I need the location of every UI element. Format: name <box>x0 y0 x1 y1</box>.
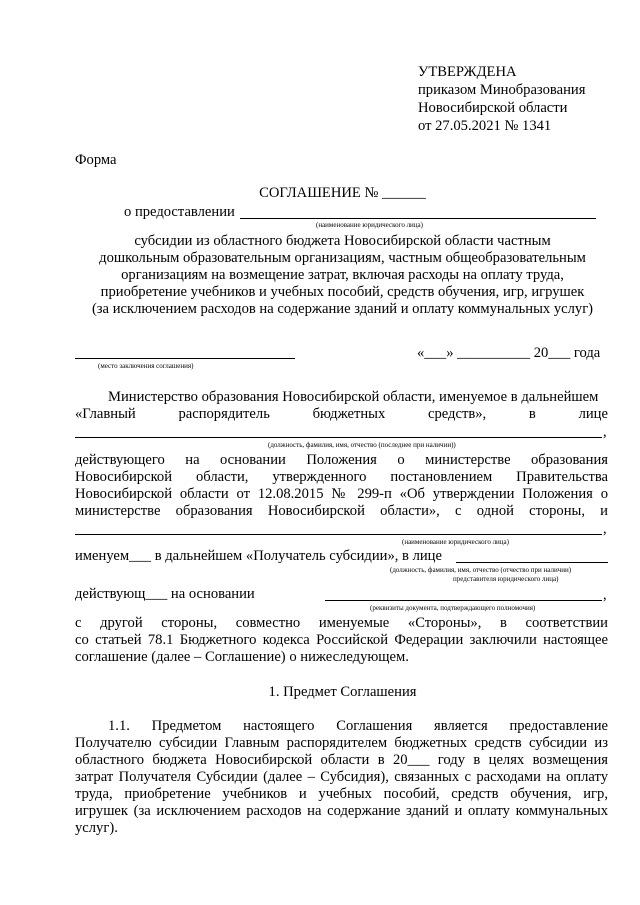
preamble-line-6: министерстве образования Новосибирской области», с одной стороны, и <box>75 503 608 519</box>
entity-name-line <box>240 218 596 219</box>
recipient-name-hint: (наименование юридического лица) <box>402 538 509 546</box>
preamble-line-4: Новосибирской области, утвержденного постановлением Правительства <box>75 469 608 485</box>
approval-date-number: от 27.05.2021 № 1341 <box>418 118 552 134</box>
place-line <box>75 358 295 359</box>
position-line <box>75 437 602 438</box>
position-comma: , <box>603 424 607 440</box>
preamble-line-7: именуем___ в дальнейшем «Получатель субсидии», в лице <box>75 548 442 564</box>
preamble-line-11: соглашение (далее – Соглашение) о нижеследующем. <box>75 649 409 665</box>
preamble-line-8: действующ___ на основании <box>75 586 255 602</box>
approval-region: Новосибирской области <box>418 100 568 116</box>
section-1-p1-line-3: областного бюджета Новосибирской области в 20___ году в целях возмещения <box>75 752 608 768</box>
preamble-line-3: действующего на основании Положения о министерстве образования <box>75 452 608 468</box>
representative-hint-2: представителя юридического лица) <box>453 575 559 583</box>
section-1-p1-line-6: игрушек (за исключением расходов на содержание зданий и оплату коммунальных <box>75 803 608 819</box>
representative-hint-1: (должность, фамилия, имя, отчество (отчество при наличии) <box>390 566 572 574</box>
section-1-heading: 1. Предмет Соглашения <box>268 684 417 700</box>
section-1-p1-line-1: 1.1. Предметом настоящего Соглашения является предоставление <box>108 718 608 734</box>
recipient-name-comma: , <box>603 521 607 537</box>
section-1-p1-line-5: труда, приобретение учебников и учебных пособий, средств обучения, игр, <box>75 786 608 802</box>
approval-status: УТВЕРЖДЕНА <box>418 64 517 80</box>
position-hint: (должность, фамилия, имя, отчество (последнее при наличии)) <box>268 441 456 449</box>
preamble-line-2: «Главный распорядитель бюджетных средств», в лице <box>75 406 608 422</box>
preamble-line-10: со статьей 78.1 Бюджетного кодекса Российской Федерации заключили настоящее <box>75 632 608 648</box>
form-label: Форма <box>75 152 117 168</box>
representative-line <box>456 562 608 563</box>
approval-order: приказом Минобразования <box>418 82 586 98</box>
recipient-name-line <box>75 534 602 535</box>
subject-line-1: субсидии из областного бюджета Новосибирской области частным <box>134 233 551 249</box>
section-1-p1-line-7: услуг). <box>75 820 118 836</box>
provision-label: о предоставлении <box>124 204 235 220</box>
subject-line-2: дошкольным образовательным организациям, частным общеобразовательным <box>99 250 586 266</box>
place-hint: (место заключения соглашения) <box>98 362 194 370</box>
section-1-p1-line-4: затрат Получателя Субсидии (далее – Субсидия), связанных с расходами на оплату <box>75 769 608 785</box>
subject-line-4: приобретение учебников и учебных пособий, средств обучения, игр, игрушек <box>100 284 585 300</box>
subject-line-5: (за исключением расходов на содержание зданий и оплату коммунальных услуг) <box>91 301 594 317</box>
authority-doc-line <box>325 600 602 601</box>
agreement-date: «___» __________ 20___ года <box>417 345 601 361</box>
entity-name-hint: (наименование юридического лица) <box>316 221 423 229</box>
preamble-line-5: Новосибирской области от 12.08.2015 № 299-п «Об утверждении Положения о <box>75 486 608 502</box>
authority-doc-comma: , <box>603 587 607 603</box>
section-1-p1-line-2: Получателю субсидии Главным распорядителем бюджетных средств субсидии из <box>75 735 608 751</box>
subject-line-3: организациям на возмещение затрат, включая расходы на оплату труда, <box>121 267 564 283</box>
preamble-line-1: Министерство образования Новосибирской области, именуемое в дальнейшем <box>108 389 599 405</box>
authority-doc-hint: (реквизиты документа, подтверждающего полномочия) <box>370 604 536 612</box>
preamble-line-9: с другой стороны, совместно именуемые «Стороны», в соответствии <box>75 615 608 631</box>
agreement-title: СОГЛАШЕНИЕ № ______ <box>259 185 426 201</box>
